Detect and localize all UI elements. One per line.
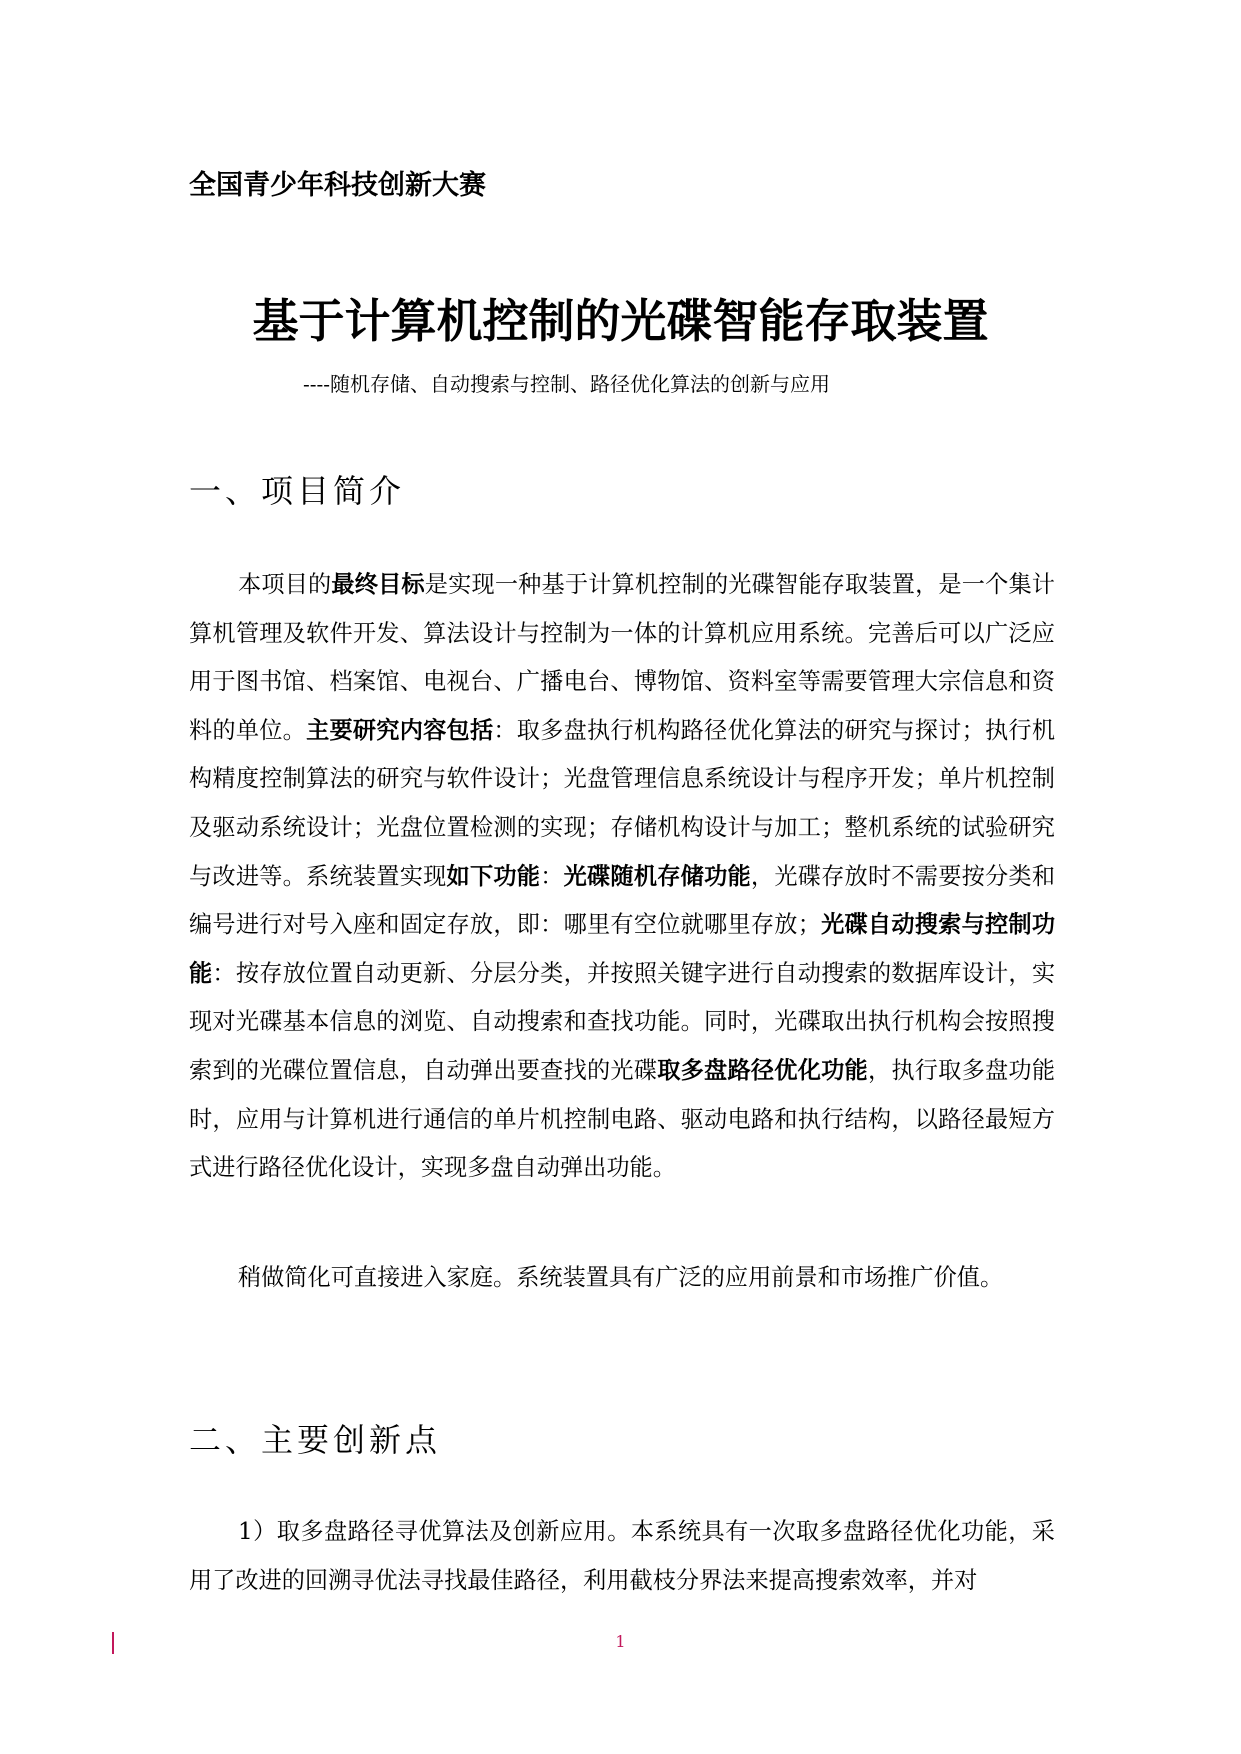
text-run: 本项目的 (238, 571, 332, 598)
bold-auto-search: 光碟自动搜索与控制功能 (189, 911, 1056, 987)
bold-path-optimization: 取多盘路径优化功能 (657, 1056, 868, 1084)
innovation-paragraph-1: 1）取多盘路径寻优算法及创新应用。本系统具有一次取多盘路径优化功能，采用了改进的回溯寻优法寻找最佳路径，利用截枝分界法来提高搜索效率，并对 (189, 1518, 1055, 1594)
text-run: ： (540, 862, 564, 890)
section-heading-innovations: 二、主要创新点 (189, 1421, 442, 1459)
intro-paragraph-2: 稍做简化可直接进入家庭。系统装置具有广泛的应用前景和市场推广价值。 (238, 1264, 1004, 1291)
text-run: 是实现一种基于计算机控制的光碟智能存取装置，是一个集计算机管理及软件开发、算法设计与控制为一体的计算机应用系统。完善后可以广泛应用于图书馆、档案馆、电视台、广播电台、博物馆、资料室等需要管理大宗信息和资料的单位。 (189, 571, 1055, 744)
competition-name: 全国青少年科技创新大赛 (189, 170, 486, 201)
document-subtitle: ----随机存储、自动搜索与控制、路径优化算法的创新与应用 (303, 372, 831, 396)
text-run: ：取多盘执行机构路径优化算法的研究与探讨；执行机构精度控制算法的研究与软件设计；光盘管理信息系统设计与程序开发；单片机控制及驱动系统设计；光盘位置检测的实现；存储机构设计与加工；整机系统的试验研究与改进等。系统装置实现 (189, 716, 1056, 890)
text-run: ，执行取多盘功能时，应用与计算机进行通信的单片机控制电路、驱动电路和执行结构，以路径最短方式进行路径优化设计，实现多盘自动弹出功能。 (189, 1056, 1056, 1182)
bold-research-content: 主要研究内容包括 (306, 716, 494, 744)
text-run: ，光碟存放时不需要按分类和编号进行对号入座和固定存放，即：哪里有空位就哪里存放； (189, 862, 1056, 939)
page-number: 1 (615, 1632, 626, 1651)
bold-final-goal: 最终目标 (331, 571, 425, 598)
bold-functions: 如下功能 (446, 862, 541, 890)
intro-paragraph (189, 561, 1055, 1193)
section-heading-project-intro: 一、项目简介 (189, 472, 406, 510)
bold-random-storage: 光碟随机存储功能 (563, 862, 751, 890)
text-run: ：按存放位置自动更新、分层分类，并按照关键字进行自动搜索的数据库设计，实现对光碟基本信息的浏览、自动搜索和查找功能。同时，光碟取出执行机构会按照搜索到的光碟位置信息，自动弹出要查找的光碟 (189, 959, 1056, 1084)
document-title: 基于计算机控制的光碟智能存取装置 (252, 294, 989, 348)
